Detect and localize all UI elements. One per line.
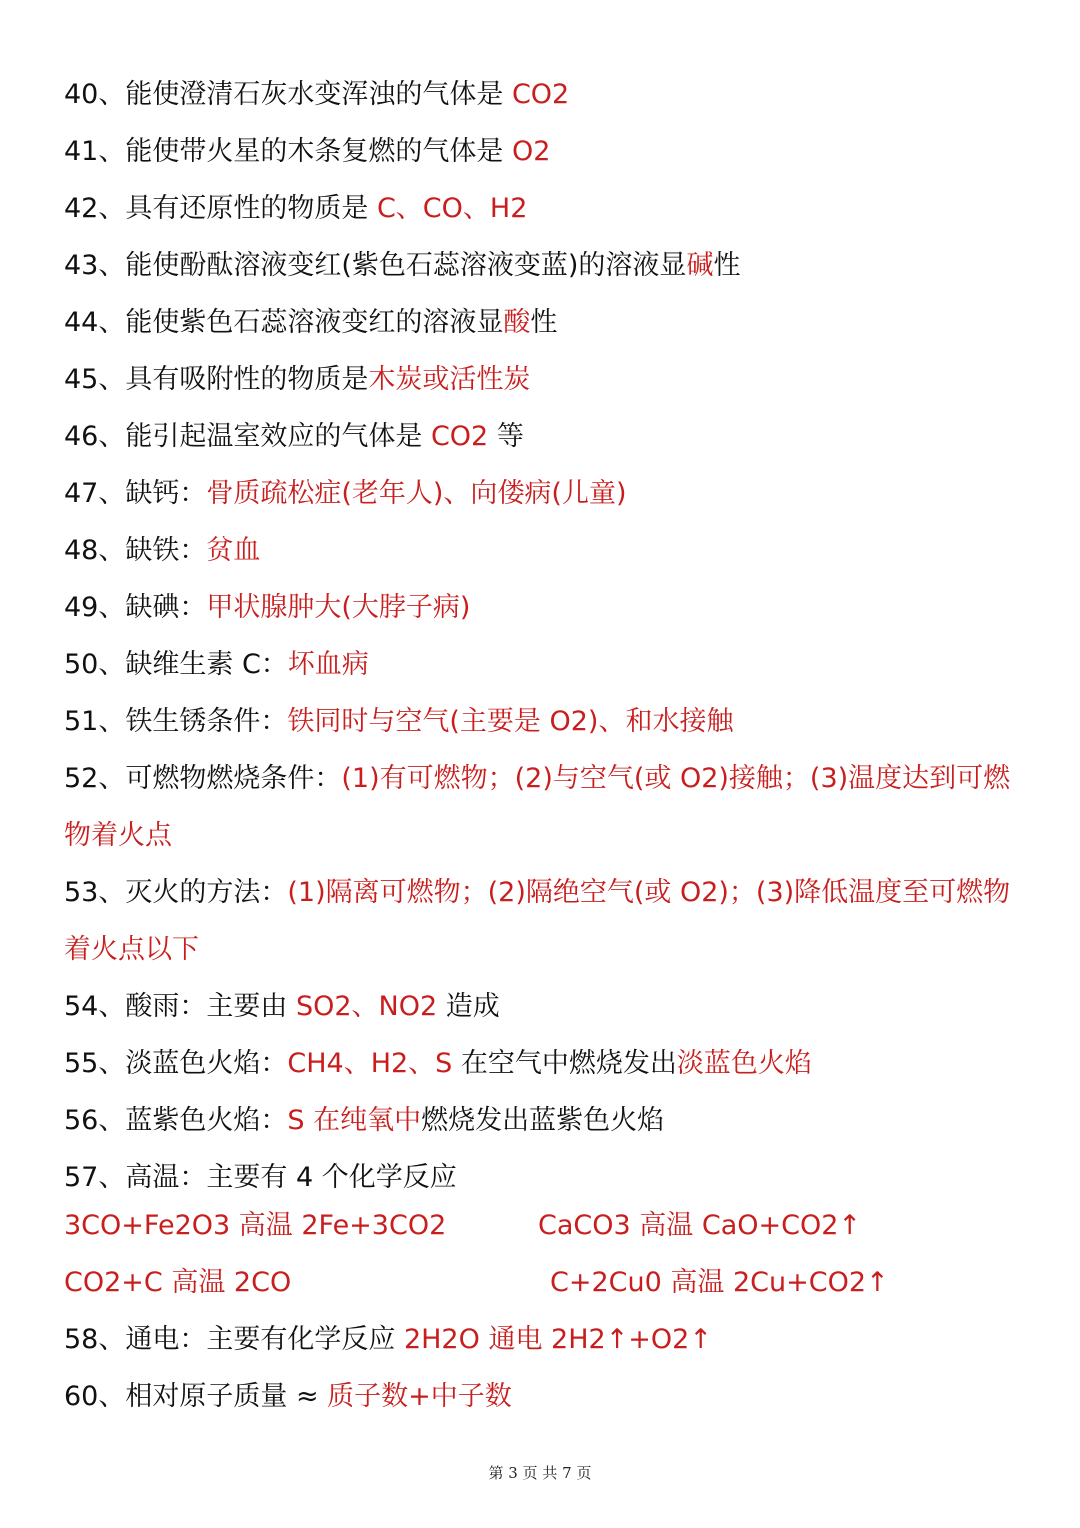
body-text: 48、缺铁： xyxy=(64,535,207,566)
list-item xyxy=(64,864,1024,921)
body-text: 燃烧发出蓝紫色火焰 xyxy=(421,1105,665,1136)
list-item xyxy=(64,123,1024,180)
body-text: 57、高温：主要有 4 个化学反应 xyxy=(64,1162,457,1193)
item-58 xyxy=(64,1311,1024,1368)
highlight-text: (1)隔离可燃物；(2)隔绝空气(或 O2)；(3)降低温度至可燃物 xyxy=(287,877,1011,908)
list-item xyxy=(64,237,1024,294)
list-item xyxy=(64,579,1024,636)
list-item xyxy=(64,1092,1024,1149)
list-item xyxy=(64,750,1024,807)
item-60-answer: 质子数+中子数 xyxy=(327,1381,512,1412)
item-60-text: 60、相对原子质量 ≈ xyxy=(64,1381,328,1412)
body-text: 45、具有吸附性的物质是 xyxy=(64,364,369,395)
highlight-text: 甲状腺肿大(大脖子病) xyxy=(206,592,471,623)
page-footer: 第 3 页 共 7 页 xyxy=(488,1464,592,1482)
equation-3: CO2+C 高温 2CO xyxy=(64,1267,292,1298)
highlight-text: (1)有可燃物；(2)与空气(或 O2)接触；(3)温度达到可燃 xyxy=(341,763,1011,794)
list-item xyxy=(64,921,1024,978)
highlight-text: 碱 xyxy=(686,250,714,281)
highlight-text: 铁同时与空气(主要是 O2)、和水接触 xyxy=(287,706,734,737)
list-item xyxy=(64,636,1024,693)
list-item xyxy=(64,807,1024,864)
body-text: 56、蓝紫色火焰： xyxy=(64,1105,288,1136)
highlight-text: O2 xyxy=(511,136,551,167)
highlight-text: 酸 xyxy=(503,307,531,338)
equation-4: C+2Cu0 高温 2Cu+CO2↑ xyxy=(550,1267,889,1298)
body-text: 47、缺钙： xyxy=(64,478,207,509)
highlight-text: CO2 xyxy=(511,79,570,110)
body-text: 造成 xyxy=(437,991,500,1022)
list-item xyxy=(64,66,1024,123)
item-60 xyxy=(64,1368,1024,1425)
list-item xyxy=(64,180,1024,237)
body-text: 43、能使酚酞溶液变红(紫色石蕊溶液变蓝)的溶液显 xyxy=(64,250,687,281)
body-text: 44、能使紫色石蕊溶液变红的溶液显 xyxy=(64,307,504,338)
highlight-text: C、CO、H2 xyxy=(376,193,528,224)
body-text: 40、能使澄清石灰水变浑浊的气体是 xyxy=(64,79,512,110)
item-58-text: 58、通电：主要有化学反应 xyxy=(64,1324,404,1355)
highlight-text: 坏血病 xyxy=(287,649,369,680)
body-text: 53、灭火的方法： xyxy=(64,877,288,908)
body-text: 50、缺维生素 C： xyxy=(64,649,288,680)
highlight-text: CH4、H2、S xyxy=(287,1048,453,1079)
body-text: 等 xyxy=(488,421,524,452)
list-item xyxy=(64,1035,1024,1092)
highlight-text: 物着火点 xyxy=(64,820,172,851)
list-item xyxy=(64,408,1024,465)
item-58-equation: 2H2O 通电 2H2↑+O2↑ xyxy=(403,1324,712,1355)
highlight-text: 着火点以下 xyxy=(64,934,199,965)
equation-2: CaCO3 高温 CaO+CO2↑ xyxy=(538,1210,862,1241)
body-text: 41、能使带火星的木条复燃的气体是 xyxy=(64,136,512,167)
list-item xyxy=(64,351,1024,408)
body-text: 52、可燃物燃烧条件： xyxy=(64,763,342,794)
body-text: 性 xyxy=(713,250,741,281)
highlight-text: 骨质疏松症(老年人)、向偻病(儿童) xyxy=(206,478,627,509)
body-text: 49、缺碘： xyxy=(64,592,207,623)
highlight-text: SO2、NO2 xyxy=(295,991,438,1022)
list-item xyxy=(64,978,1024,1035)
body-text: 46、能引起温室效应的气体是 xyxy=(64,421,431,452)
equation-1: 3CO+Fe2O3 高温 2Fe+3CO2 xyxy=(64,1210,447,1241)
body-text: 55、淡蓝色火焰： xyxy=(64,1048,288,1079)
highlight-text: 贫血 xyxy=(206,535,261,566)
body-text: 51、铁生锈条件： xyxy=(64,706,288,737)
list-item xyxy=(64,294,1024,351)
body-text: 在空气中燃烧发出 xyxy=(452,1048,677,1079)
body-text: 54、酸雨：主要由 xyxy=(64,991,296,1022)
list-item xyxy=(64,522,1024,579)
highlight-text: S 在纯氧中 xyxy=(287,1105,422,1136)
body-text: 性 xyxy=(530,307,558,338)
body-text: 42、具有还原性的物质是 xyxy=(64,193,377,224)
highlight-text: CO2 xyxy=(430,421,489,452)
highlight-text: 淡蓝色火焰 xyxy=(676,1048,812,1079)
list-item xyxy=(64,465,1024,522)
list-item xyxy=(64,693,1024,750)
highlight-text: 木炭或活性炭 xyxy=(368,364,531,395)
